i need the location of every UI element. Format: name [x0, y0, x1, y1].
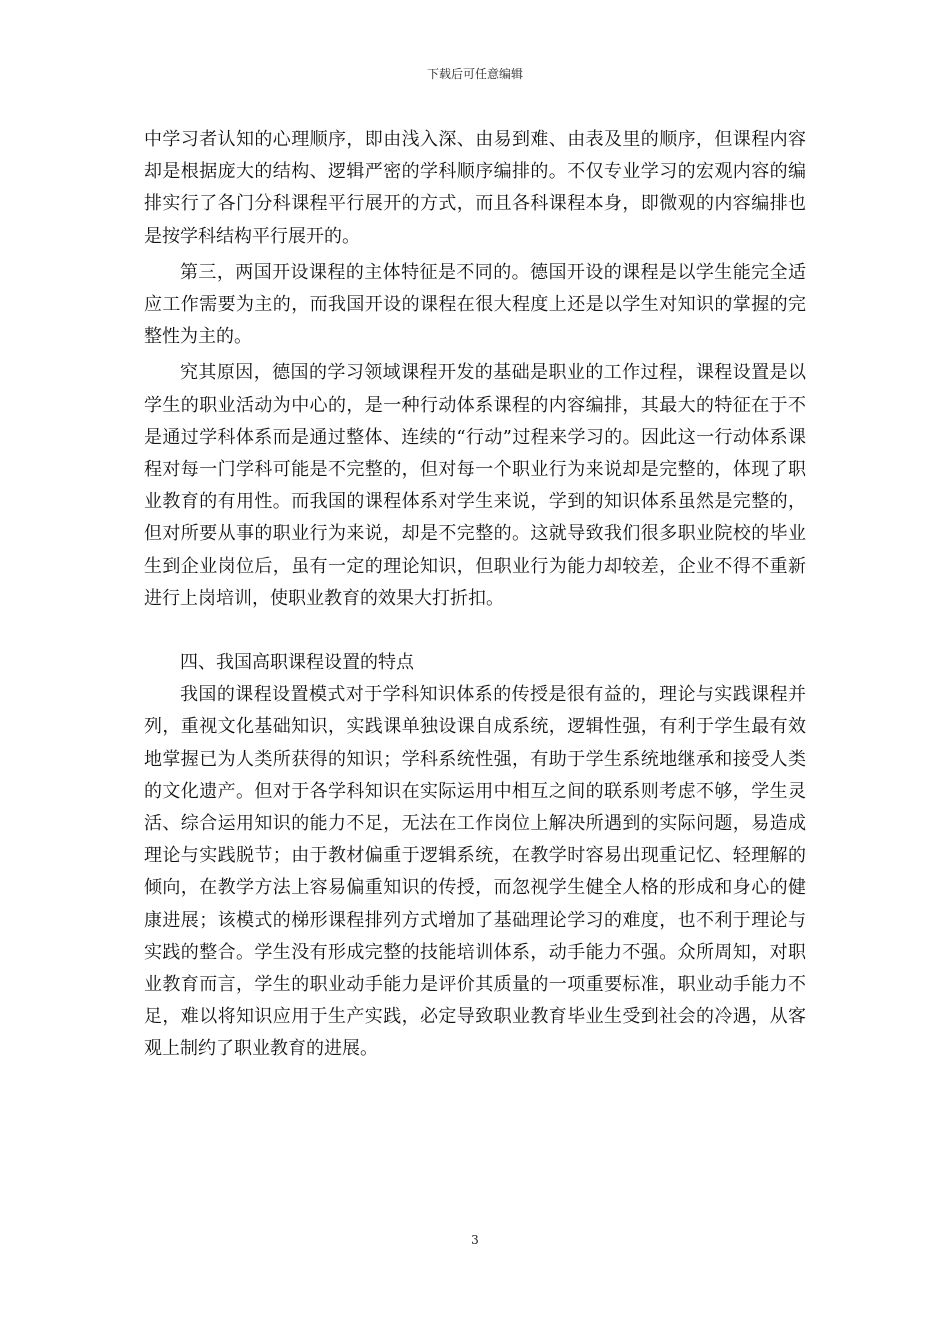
page-number: 3: [471, 1233, 479, 1247]
paragraph-third-point: 第三，两国开设课程的主体特征是不同的。德国开设的课程是以学生能完全适应工作需要为主的，而我国开设的课程在很大程度上还是以学生对知识的掌握的完整性为主的。: [144, 261, 806, 348]
paragraph-continuation: 中学习者认知的心理顺序，即由浅入深、由易到难、由表及里的顺序，但课程内容却是根据庞大的结构、逻辑严密的学科顺序编排的。不仅专业学习的宏观内容的编排实行了各门分科课程平行展开的方式，而且各科课程本身，即微观的内容编排也是按学科结构平行展开的。: [144, 129, 806, 247]
paragraph-reason: 究其原因，德国的学习领域课程开发的基础是职业的工作过程，课程设置是以学生的职业活动为中心的，是一种行动体系课程的内容编排，其最大的特征在于不是通过学科体系而是通过整体、连续的“行动”过程来学习的。因此这一行动体系课程对每一门学科可能是不完整的，但对每一个职业行为来说却是完整的，体现了职业教育的有用性。而我国的课程体系对学生来说，学到的知识体系虽然是完整的，但对所要从事的职业行为来说，却是不完整的。这就导致我们很多职业院校的毕业生到企业岗位后，虽有一定的理论知识，但职业行为能力却较差，企业不得不重新进行上岗培训，使职业教育的效果大打折扣。: [144, 362, 806, 609]
section-heading: 四、我国高职课程设置的特点: [180, 652, 414, 674]
paragraph-section-four: 我国的课程设置模式对于学科知识体系的传授是很有益的，理论与实践课程并列，重视文化基础知识，实践课单独设课自成系统，逻辑性强，有利于学生最有效地掌握已为人类所获得的知识；学科系统性强，有助于学生系统地继承和接受人类的文化遗产。但对于各学科知识在实际运用中相互之间的联系则考虑不够，学生灵活、综合运用知识的能力不足，无法在工作岗位上解决所遇到的实际问题，易造成理论与实践脱节；由于教材偏重于逻辑系统，在教学时容易出现重记忆、轻理解的倾向，在教学方法上容易偏重知识的传授，而忽视学生健全人格的形成和身心的健康进展；该模式的梯形课程排列方式增加了基础理论学习的难度，也不利于理论与实践的整合。学生没有形成完整的技能培训体系，动手能力不强。众所周知，对职业教育而言，学生的职业动手能力是评价其质量的一项重要标准，职业动手能力不足，难以将知识应用于生产实践，必定导致职业教育毕业生受到社会的冷遇，从客观上制约了职业教育的进展。: [144, 684, 806, 1060]
page-header: 下载后可任意编辑: [426, 67, 523, 81]
document-body: [144, 124, 806, 1066]
